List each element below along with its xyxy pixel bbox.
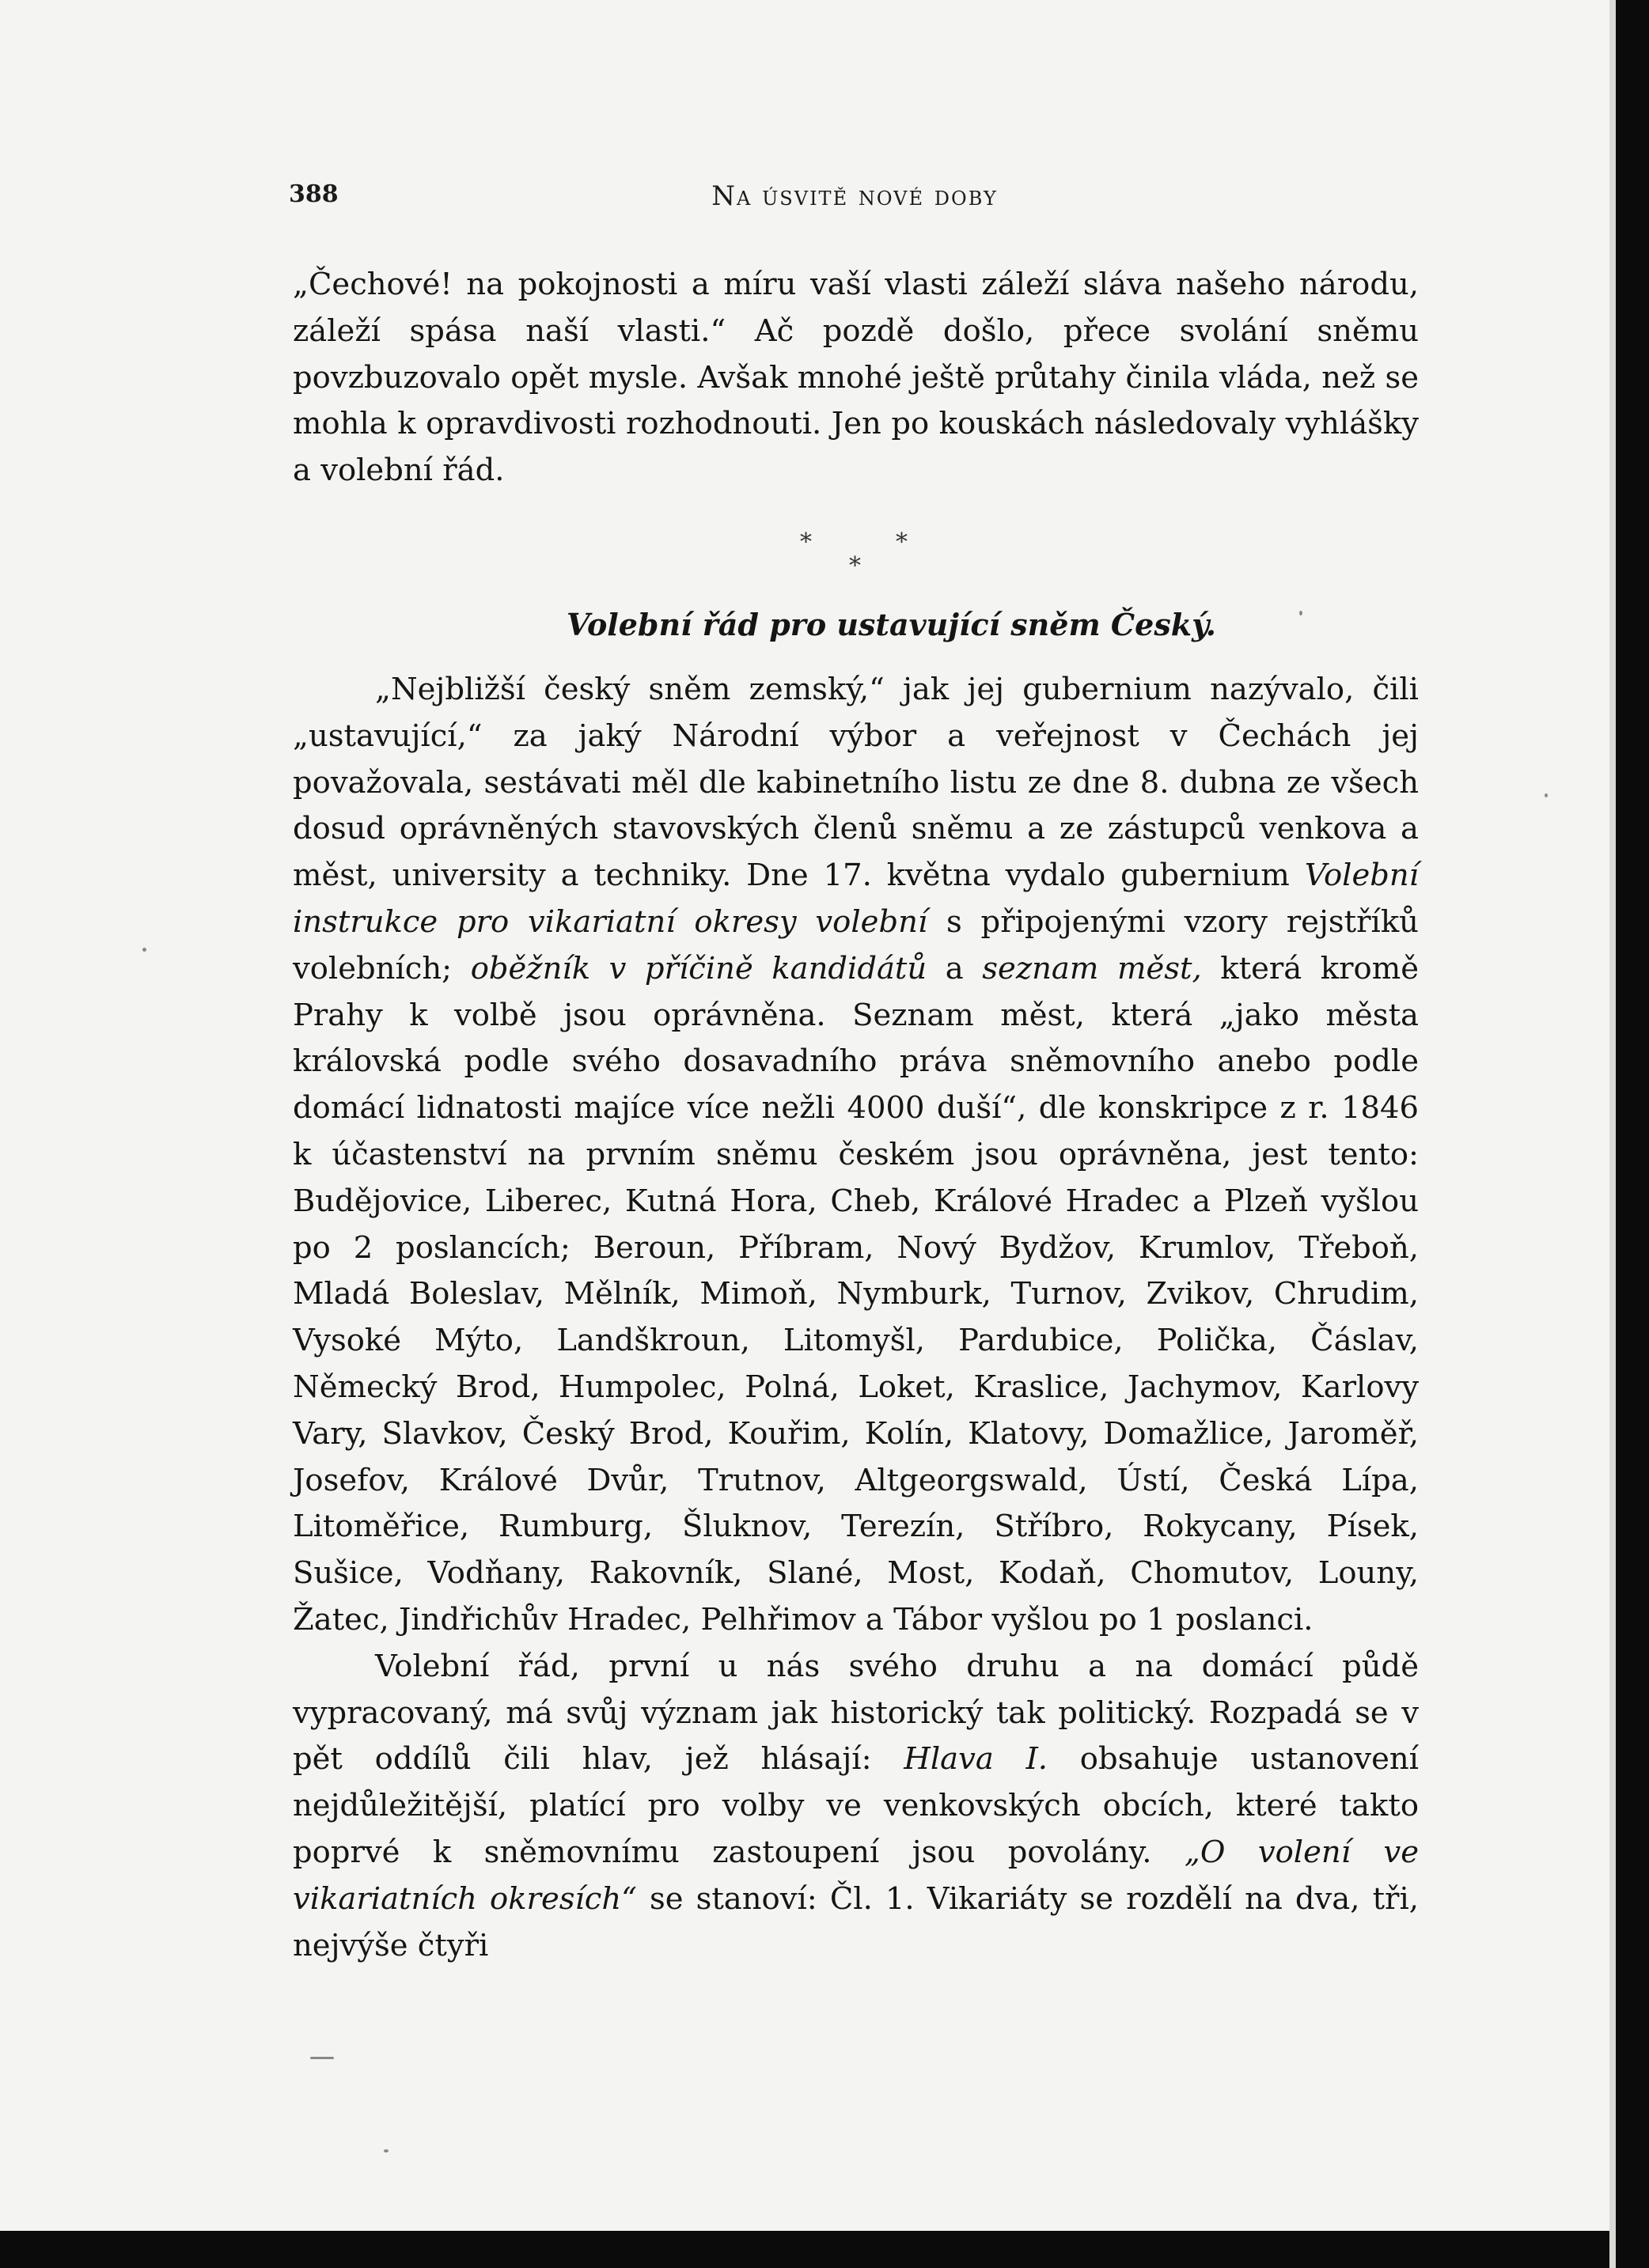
print-speck: [1545, 793, 1548, 797]
page-number: 388: [289, 180, 339, 208]
body-text: [293, 262, 1419, 1969]
paragraph-3-text: Volební řád, první u nás svého druhu a na domácí půdě vypracovaný, má svůj význam jak historický tak politický. Rozpadá se v pět oddílů čili hlav, jež hlásají:: [293, 1648, 1419, 1778]
paragraph-2: [293, 667, 1419, 1644]
paragraph-2-italic-seznam: seznam měst,: [982, 950, 1202, 986]
section-title: [293, 600, 1419, 649]
asterism-divider: [293, 494, 1419, 600]
paragraph-3-text: obsahuje ustanovení nejdůležitější, platící pro volby ve venkovských obcích, které takto poprvé k sněmovnímu zastoupení jsou povolány.: [293, 1741, 1419, 1870]
asterism-star: *: [896, 528, 908, 556]
paragraph-2-text: a: [927, 950, 983, 986]
asterism-star: *: [849, 551, 861, 580]
print-speck: [310, 2057, 334, 2059]
asterism-star: *: [800, 528, 812, 556]
paragraph-2-text: „Nejbližší český sněm zemský,“ jak jej gubernium nazývalo, čili „ustavující,“ za jaký Národní výbor a veřejnost v Čechách jej považovala, sestávati měl dle kabinetního listu ze dne 8. dubna ze všech dosud oprávněných stavovských členů sněmu a ze zástupců venkova a měst, university a techniky. Dne 17. května vydalo gubernium: [293, 671, 1419, 894]
paragraph-1: „Čechové! na pokojnosti a míru vaší vlasti záleží sláva našeho národu, záleží spása naší vlasti.“ Ač pozdě došlo, přece svolání sněmu povzbuzovalo opět mysle. Avšak mnohé ještě průtahy činila vláda, než se mohla k opravdivosti rozhodnouti. Jen po kouskách následovaly vyhlášky a volební řád.: [293, 267, 1419, 489]
paragraph-2-text: která kromě Prahy k volbě jsou oprávněna. Seznam měst, která „jako města královská podle svého dosavadního práva sněmovního anebo podle domácí lidnatosti majíce více nežli 4000 duší“, dle konskripce z r. 1846 k účastenství na prvním sněmu českém jsou oprávněna, jest tento: Budějovice, Liberec, Kutná Hora, Cheb, Králové Hradec a Plzeň vyšlou po 2 poslancích; Beroun, Příbram, Nový Bydžov, Krumlov, Třeboň, Mladá Boleslav, Mělník, Mimoň, Nymburk, Turnov, Zvikov, Chrudim, Vysoké Mýto, Landškroun, Litomyšl, Pardubice, Polička, Čáslav, Německý Brod, Humpolec, Polná, Loket, Kraslice, Jachymov, Karlovy Vary, Slavkov, Český Brod, Kouřim, Kolín, Klatovy, Domažlice, Jaroměř, Josefov, Králové Dvůr, Trutnov, Altgeorgswald, Ústí, Česká Lípa, Litoměřice, Rumburg, Šluknov, Terezín, Stříbro, Rokycany, Písek, Sušice, Vodňany, Rakovník, Slané, Most, Kodaň, Chomutov, Louny, Žatec, Jindřichův Hradec, Pelhřimov a Tábor vyšlou po 1 poslanci.: [293, 950, 1420, 1638]
print-speck: [142, 948, 146, 952]
paragraph-2-italic-instrukce: Volební instrukce pro vikariatní okresy volební: [293, 858, 1419, 940]
paragraph-3-italic-o-voleni: „O volení ve vikariatních okresích“: [293, 1834, 1419, 1917]
paragraph-2-text: s připojenými vzory rejstříků volebních;: [293, 903, 1419, 986]
page-header: [289, 180, 1420, 215]
running-head: Na úsvitě nové doby: [711, 180, 998, 212]
print-speck: [384, 2149, 389, 2153]
paragraph-3-text: se stanoví: Čl. 1. Vikariáty se rozdělí na dva, tři, nejvýše čtyři: [293, 1880, 1419, 1963]
paragraph-3-italic-hlava: Hlava I.: [904, 1741, 1048, 1778]
page-edge: [1609, 0, 1616, 2268]
print-speck: [1299, 611, 1302, 615]
section-title-text: Volební řád pro ustavující sněm Český.: [566, 606, 1217, 642]
paragraph-2-italic-obeznik: oběžník v příčině kandidátů: [470, 950, 927, 986]
paragraph-3: [293, 1644, 1419, 1970]
